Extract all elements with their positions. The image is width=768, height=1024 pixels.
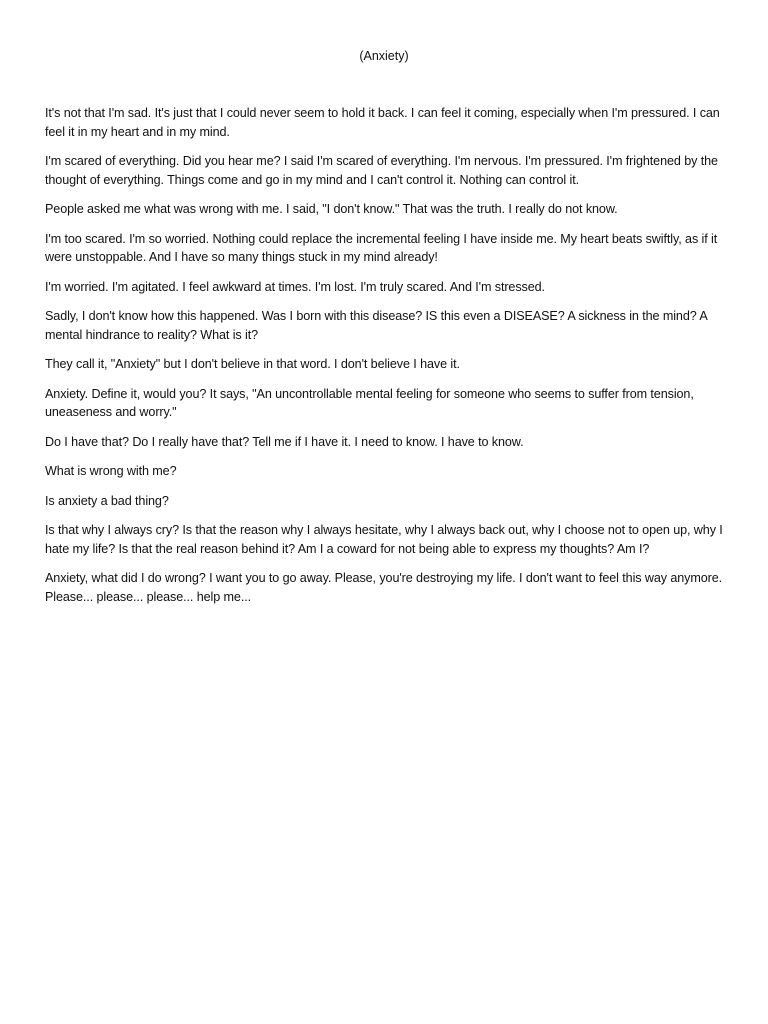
paragraph: I'm worried. I'm agitated. I feel awkward at times. I'm lost. I'm truly scared. And I'm stressed. xyxy=(45,279,545,294)
document-body xyxy=(45,104,725,617)
paragraph: Is that why I always cry? Is that the reason why I always hesitate, why I always back out, why I choose not to open up, why I hate my life? Is that the real reason behind it? Am I a coward for not being able to express my thoughts? Am I? xyxy=(45,523,723,556)
paragraph: People asked me what was wrong with me. I said, "I don't know." That was the truth. I really do not know. xyxy=(45,202,618,216)
document-title: (Anxiety) xyxy=(359,49,409,63)
paragraph: Anxiety. Define it, would you? It says, "An uncontrollable mental feeling for someone who seems to suffer from tension, uneaseness and worry." xyxy=(45,386,694,419)
paragraph: Sadly, I don't know how this happened. Was I born with this disease? IS this even a DISEASE? A sickness in the mind? A mental hindrance to reality? What is it? xyxy=(45,309,707,342)
paragraph: What is wrong with me? xyxy=(45,464,177,478)
paragraph: Anxiety, what did I do wrong? I want you to go away. Please, you're destroying my life. I don't want to feel this way anymore. Please... please... please... help me... xyxy=(45,571,723,604)
paragraph: I'm scared of everything. Did you hear me? I said I'm scared of everything. I'm nervous. I'm pressured. I'm frightened by the thought of everything. Things come and go in my mind and I can't control it. Nothing can control it. xyxy=(45,154,718,187)
paragraph: It's not that I'm sad. It's just that I could never seem to hold it back. I can feel it coming, especially when I'm pressured. I can feel it in my heart and in my mind. xyxy=(45,106,720,139)
paragraph: I'm too scared. I'm so worried. Nothing could replace the incremental feeling I have inside me. My heart beats swiftly, as if it were unstoppable. And I have so many things stuck in my mind already! xyxy=(45,231,718,264)
paragraph: Do I have that? Do I really have that? Tell me if I have it. I need to know. I have to know. xyxy=(45,434,524,449)
paragraph: Is anxiety a bad thing? xyxy=(45,493,169,508)
paragraph: They call it, "Anxiety" but I don't believe in that word. I don't believe I have it. xyxy=(45,357,460,371)
